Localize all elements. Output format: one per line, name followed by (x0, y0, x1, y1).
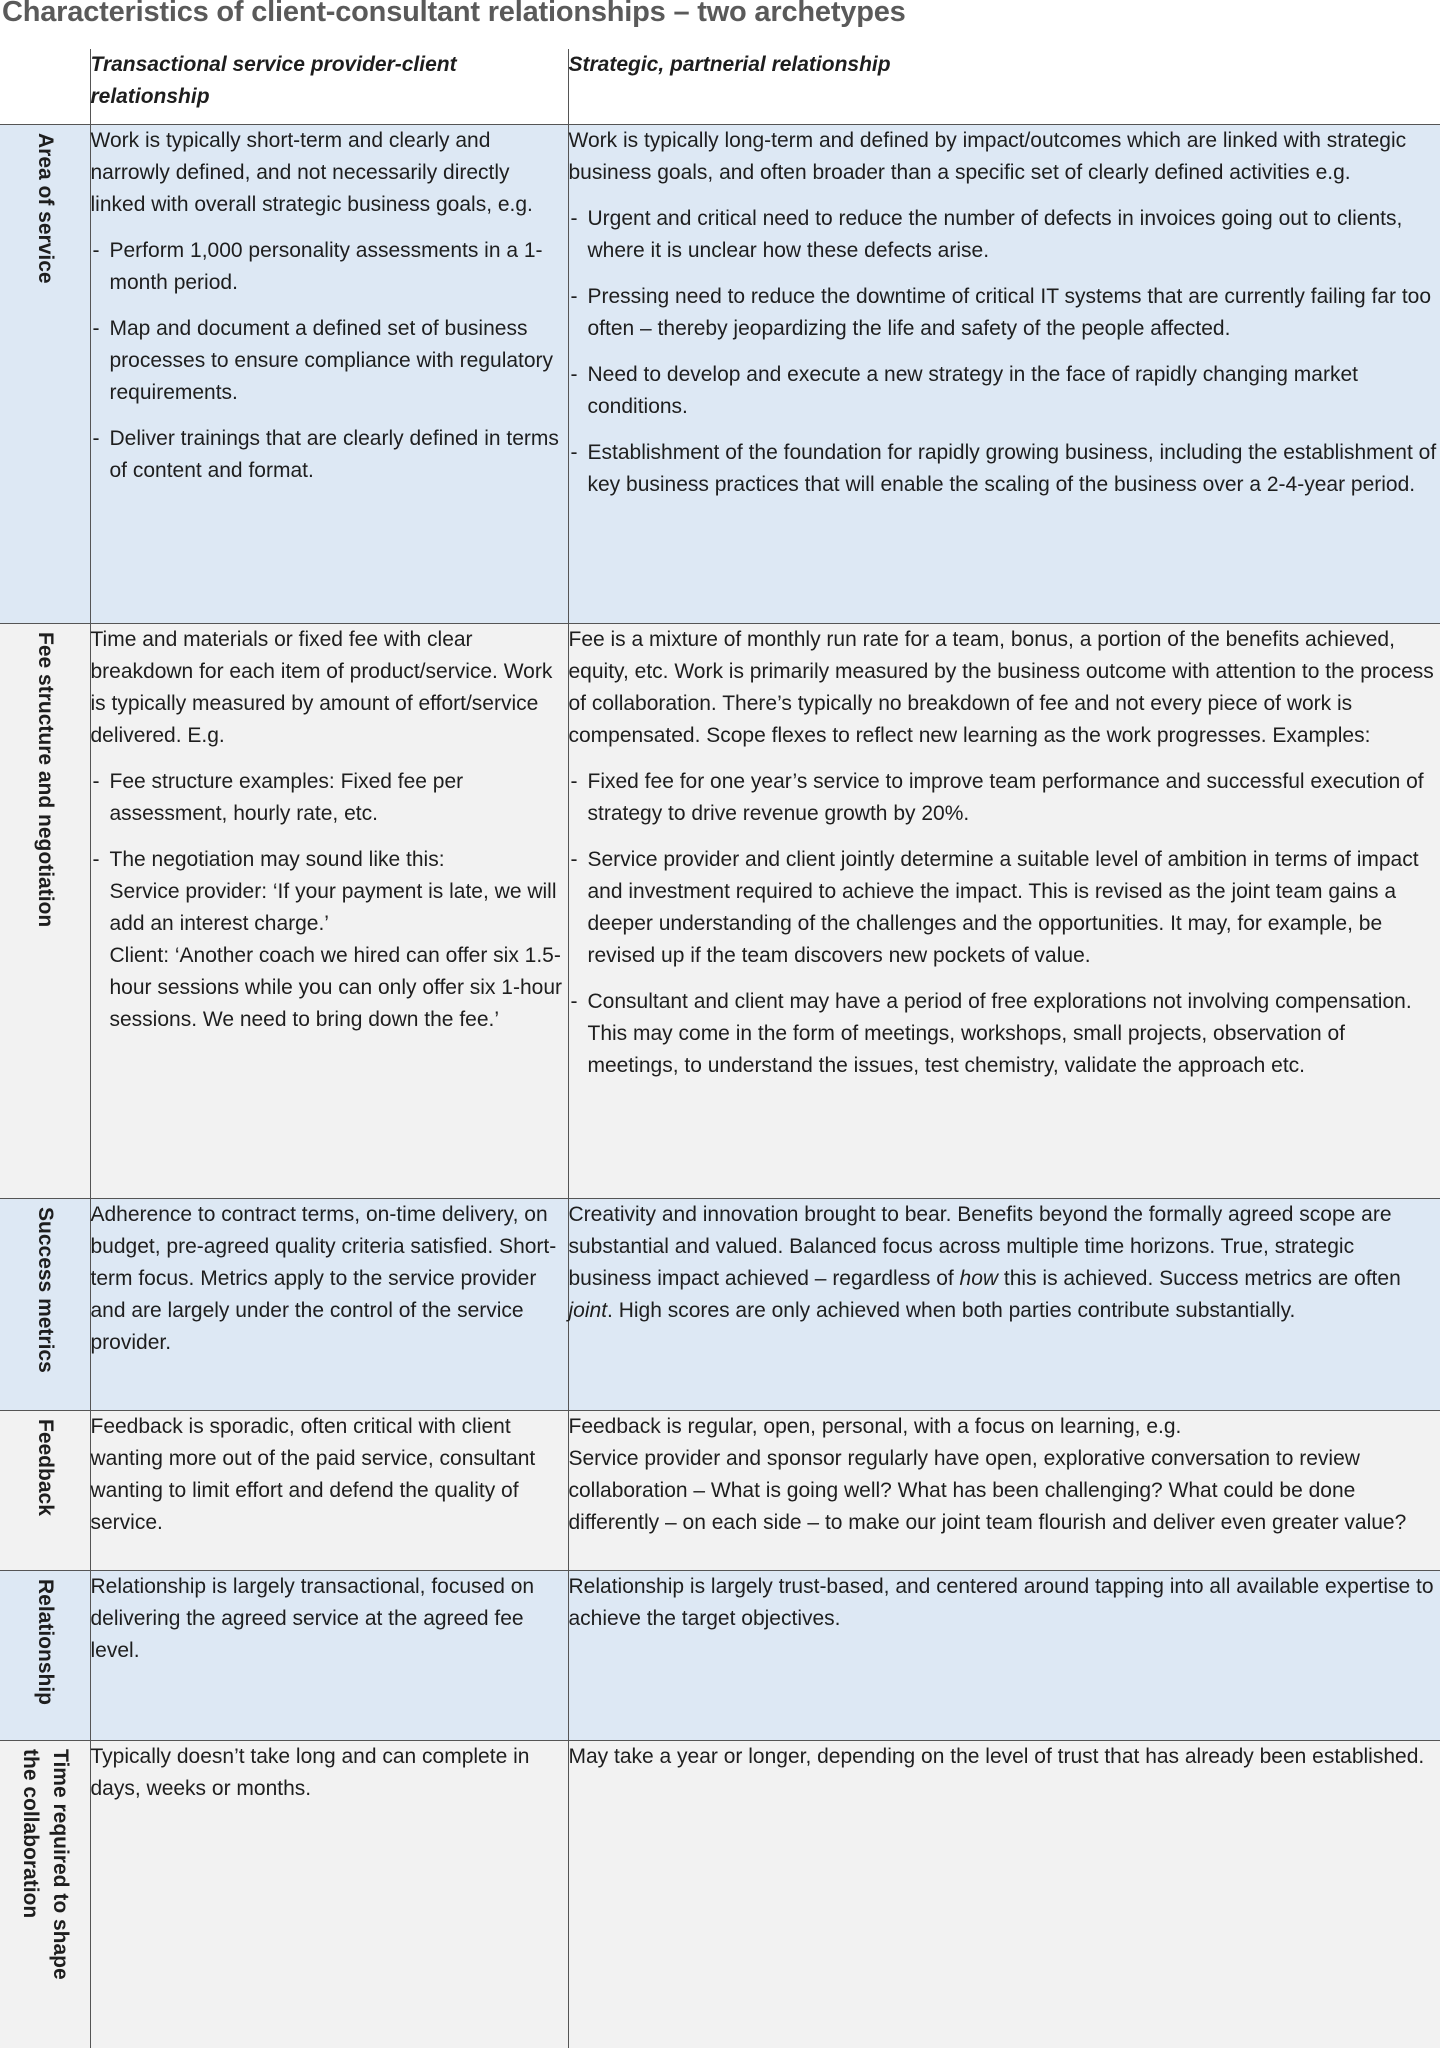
table-row-relationship (0, 1570, 1440, 1740)
negotiation-provider-quote: Service provider: ‘If your payment is late, we will add an interest charge.’ (109, 879, 557, 935)
archetype-comparison-table (0, 49, 1440, 2048)
row-label-cell (0, 1740, 90, 2048)
table-row-success-metrics (0, 1198, 1440, 1410)
cell-area-strategic (568, 124, 1440, 623)
cell-area-transactional (90, 124, 568, 623)
cell-time-strategic (568, 1740, 1440, 2048)
row-label-fee-structure: Fee structure and negotiation (33, 631, 57, 927)
emphasis-joint: joint (568, 1298, 608, 1322)
cell-text: Adherence to contract terms, on-time delivery, on budget, pre-agreed quality criteria satisfied. Short-term focus. Metrics apply to the service provider and are largely under the control of the service provider. (90, 1202, 557, 1354)
emphasis-how: how (959, 1266, 999, 1290)
list-item: - Urgent and critical need to reduce the number of defects in invoices going out to clients, where it is unclear how these defects arise. (569, 203, 1440, 267)
cell-fee-strategic (568, 623, 1440, 1198)
list-item: - Map and document a defined set of business processes to ensure compliance with regulatory requirements. (91, 313, 568, 409)
row-label-area-of-service: Area of service (33, 132, 57, 284)
table-header-row (0, 49, 1440, 124)
example-list (569, 203, 1440, 501)
negotiation-list-item (91, 844, 568, 1036)
cell-success-strategic (568, 1198, 1440, 1410)
list-item: - Pressing need to reduce the downtime of critical IT systems that are currently failing far too often – thereby jeopardizing the life and safety of the people affected. (569, 281, 1440, 345)
text-run: . High scores are only achieved when both parties contribute substantially. (607, 1298, 1296, 1322)
cell-intro: Time and materials or fixed fee with clear breakdown for each item of product/service. Work is typically measured by amount of effort/service delivered. E.g. (90, 627, 553, 747)
table-row-fee-structure (0, 623, 1440, 1198)
cell-time-transactional (90, 1740, 568, 2048)
corner-cell (0, 49, 90, 124)
cell-feedback-transactional (90, 1410, 568, 1570)
row-label-cell (0, 124, 90, 623)
list-item: - Establishment of the foundation for rapidly growing business, including the establishment of key business practices that will enable the scaling of the business over a 2-4-year period. (569, 437, 1440, 501)
row-label-relationship: Relationship (33, 1578, 57, 1705)
cell-text: May take a year or longer, depending on the level of trust that has already been established. (568, 1744, 1425, 1768)
cell-text: Relationship is largely trust-based, and centered around tapping into all available expertise to achieve the target objectives. (568, 1574, 1434, 1630)
column-header-transactional: Transactional service provider-client relationship (90, 49, 568, 124)
list-item: - Need to develop and execute a new strategy in the face of rapidly changing market conditions. (569, 359, 1440, 423)
cell-success-transactional (90, 1198, 568, 1410)
cell-text: Relationship is largely transactional, focused on delivering the agreed service at the agreed fee level. (90, 1574, 535, 1662)
example-list (91, 235, 568, 487)
cell-intro: Work is typically short-term and clearly and narrowly defined, and not necessarily directly linked with overall strategic business goals, e.g. (90, 128, 533, 216)
cell-intro: Fee is a mixture of monthly run rate for a team, bonus, a portion of the benefits achieved, equity, etc. Work is primarily measured by the business outcome with attention to the process of collaboration. There’s typically no breakdown of fee and not every piece of work is compensated. Scope flexes to reflect new learning as the work progresses. Examples: (568, 627, 1434, 747)
row-label-time-required (15, 1749, 75, 1980)
table-row-area-of-service (0, 124, 1440, 623)
list-item: - Fee structure examples: Fixed fee per assessment, hourly rate, etc. (91, 766, 568, 830)
row-label-success-metrics: Success metrics (33, 1206, 57, 1373)
page-title: Characteristics of client-consultant relationships – two archetypes (2, 0, 906, 28)
negotiation-client-quote: Client: ‘Another coach we hired can offer six 1.5-hour sessions while you can only offer six 1-hour sessions. We need to bring down the fee.’ (109, 943, 563, 1031)
cell-text: Feedback is regular, open, personal, with a focus on learning, e.g. (568, 1414, 1182, 1438)
row-label-line: Time required to shape (48, 1748, 72, 1980)
cell-intro: Work is typically long-term and defined by impact/outcomes which are linked with strategic business goals, and often broader than a specific set of clearly defined activities e.g. (568, 128, 1407, 184)
list-item: - Fixed fee for one year’s service to improve team performance and successful execution of strategy to drive revenue growth by 20%. (569, 766, 1440, 830)
cell-relationship-strategic (568, 1570, 1440, 1740)
negotiation-intro: - The negotiation may sound like this: (109, 847, 445, 871)
list-item: - Perform 1,000 personality assessments in a 1-month period. (91, 235, 568, 299)
text-run: Creativity and innovation brought to bear. Benefits beyond the formally agreed scope are substantial and valued. Balanced focus across multiple time horizons. True, strategic business impact achieved – regardless of (568, 1202, 1392, 1290)
cell-text (569, 1199, 1440, 1327)
example-list (91, 766, 568, 1036)
example-list (569, 766, 1440, 1082)
cell-feedback-strategic (568, 1410, 1440, 1570)
row-label-line: the collaboration (18, 1748, 42, 1918)
cell-text: Service provider and sponsor regularly have open, explorative conversation to review collaboration – What is going well? What has been challenging? What could be done differently – on each side – to make our joint team flourish and deliver even greater value? (568, 1446, 1407, 1534)
cell-text: Typically doesn’t take long and can complete in days, weeks or months. (90, 1744, 530, 1800)
row-label-cell (0, 1198, 90, 1410)
table-row-feedback (0, 1410, 1440, 1570)
cell-fee-transactional (90, 623, 568, 1198)
column-header-strategic: Strategic, partnerial relationship (568, 49, 1440, 124)
cell-relationship-transactional (90, 1570, 568, 1740)
cell-text: Feedback is sporadic, often critical with client wanting more out of the paid service, consultant wanting to limit effort and defend the quality of service. (90, 1414, 536, 1534)
row-label-cell (0, 1570, 90, 1740)
table-row-time-required (0, 1740, 1440, 2048)
list-item: - Consultant and client may have a period of free explorations not involving compensation. This may come in the form of meetings, workshops, small projects, observation of meetings, to understand the issues, test chemistry, validate the approach etc. (569, 986, 1440, 1082)
text-run: this is achieved. Success metrics are often (998, 1266, 1401, 1290)
row-label-feedback: Feedback (33, 1418, 57, 1516)
row-label-cell (0, 623, 90, 1198)
list-item: - Deliver trainings that are clearly defined in terms of content and format. (91, 423, 568, 487)
row-label-cell (0, 1410, 90, 1570)
list-item: - Service provider and client jointly determine a suitable level of ambition in terms of impact and investment required to achieve the impact. This is revised as the joint team gains a deeper understanding of the challenges and the opportunities. It may, for example, be revised up if the team discovers new pockets of value. (569, 844, 1440, 972)
